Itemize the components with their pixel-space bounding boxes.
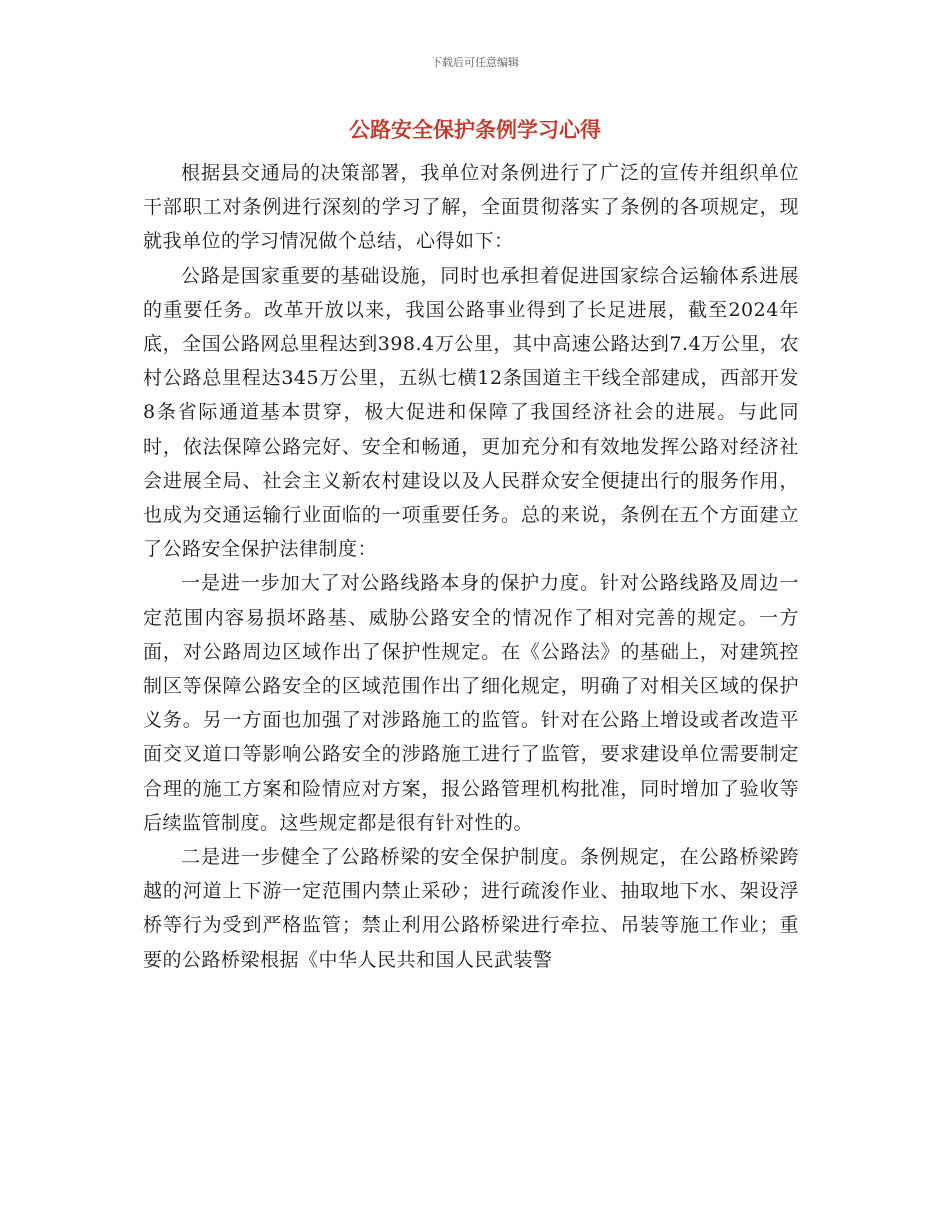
paragraph-intro: 根据县交通局的决策部署，我单位对条例进行了广泛的宣传并组织单位干部职工对条例进行深刻的学习了解，全面贯彻落实了条例的各项规定，现就我单位的学习情况做个总结，心得如下： bbox=[143, 162, 799, 253]
document-title: 公路安全保护条例学习心得 bbox=[349, 117, 601, 142]
header-note: 下载后可任意编辑 bbox=[431, 56, 519, 69]
document-body bbox=[143, 156, 799, 977]
paragraph-point-two: 二是进一步健全了公路桥梁的安全保护制度。条例规定，在公路桥梁跨越的河道上下游一定范围内禁止采砂；进行疏浚作业、抽取地下水、架设浮桥等行为受到严格监管；禁止利用公路桥梁进行牵拉、吊装等施工作业；重要的公路桥梁根据《中华人民共和国人民武装警 bbox=[143, 846, 799, 971]
paragraph-background: 公路是国家重要的基础设施，同时也承担着促进国家综合运输体系进展的重要任务。改革开放以来，我国公路事业得到了长足进展，截至2024年底，全国公路网总里程达到398.4万公里，其中高速公路达到7.4万公里，农村公路总里程达345万公里，五纵七横12条国道主干线全部建成，西部开发8条省际通道基本贯穿，极大促进和保障了我国经济社会的进展。与此同时，依法保障公路完好、安全和畅通，更加充分和有效地发挥公路对经济社会进展全局、社会主义新农村建设以及人民群众安全便捷出行的服务作用，也成为交通运输行业面临的一项重要任务。总的来说，条例在五个方面建立了公路安全保护法律制度： bbox=[143, 264, 799, 561]
paragraph-point-one: 一是进一步加大了对公路线路本身的保护力度。针对公路线路及周边一定范围内容易损坏路基、威胁公路安全的情况作了相对完善的规定。一方面，对公路周边区域作出了保护性规定。在《公路法》的基础上，对建筑控制区等保障公路安全的区域范围作出了细化规定，明确了对相关区域的保护义务。另一方面也加强了对涉路施工的监管。针对在公路上增设或者改造平面交叉道口等影响公路安全的涉路施工进行了监管，要求建设单位需要制定合理的施工方案和险情应对方案，报公路管理机构批准，同时增加了验收等后续监管制度。这些规定都是很有针对性的。 bbox=[143, 572, 799, 834]
